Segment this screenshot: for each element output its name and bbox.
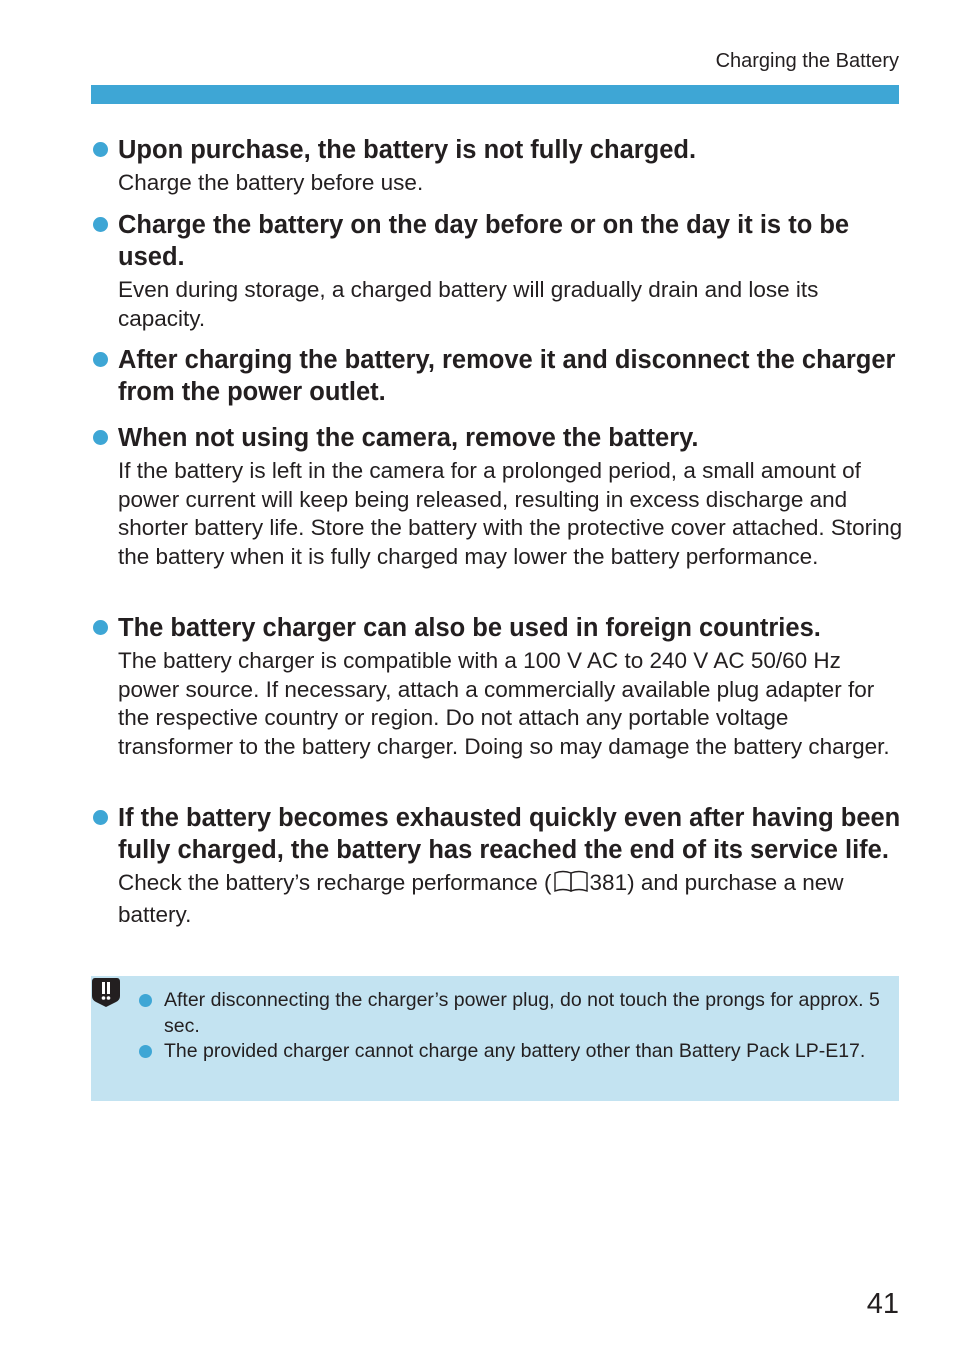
section-purchase [91, 134, 903, 198]
bullet-icon [139, 994, 152, 1007]
section-disconnect [91, 344, 903, 408]
section-body: The battery charger is compatible with a 100 V AC to 240 V AC 50/60 Hz power source. If necessary, attach a commercially available plug adapter for the respective country or region. Do not attach any portable voltage transformer to the battery charger. Doing so may damage the battery charger. [118, 648, 890, 760]
caution-box [91, 976, 899, 1101]
section-heading [91, 422, 903, 454]
section-charge-day [91, 209, 903, 333]
section-heading-text: Upon purchase, the battery is not fully charged. [118, 136, 697, 164]
bullet-icon [93, 430, 108, 445]
caution-item-text: After disconnecting the charger’s power plug, do not touch the prongs for approx. 5 sec. [164, 989, 880, 1037]
section-heading [91, 802, 903, 866]
section-heading-text: When not using the camera, remove the battery. [118, 424, 699, 452]
section-heading-text: After charging the battery, remove it and disconnect the charger from the power outlet. [118, 346, 896, 406]
section-heading [91, 344, 903, 408]
bullet-icon [139, 1045, 152, 1058]
bullet-icon [93, 142, 108, 157]
section-heading-text: Charge the battery on the day before or on the day it is to be used. [118, 211, 850, 271]
page-number: 41 [866, 1288, 899, 1320]
section-body: Even during storage, a charged battery will gradually drain and lose its capacity. [118, 277, 819, 331]
caution-item [139, 1039, 904, 1065]
section-foreign-countries [91, 612, 903, 762]
section-remove-battery [91, 422, 903, 572]
section-heading-text: If the battery becomes exhausted quickly even after having been fully charged, the battery has reached the end of its service life. [118, 804, 901, 864]
section-heading-text: The battery charger can also be used in foreign countries. [118, 614, 821, 642]
bullet-icon [93, 217, 108, 232]
caution-item [139, 988, 904, 1039]
section-body [91, 869, 903, 929]
bullet-icon [93, 620, 108, 635]
bullet-icon [93, 810, 108, 825]
header-bar [91, 85, 899, 104]
caution-item-text: The provided charger cannot charge any battery other than Battery Pack LP-E17. [164, 1040, 866, 1062]
section-heading [91, 612, 903, 644]
body-text-after-ref: ) and purchase a new battery. [118, 870, 844, 927]
book-reference-icon [553, 869, 589, 901]
page-reference-link[interactable]: 381 [589, 870, 628, 895]
section-body: Charge the battery before use. [118, 170, 424, 195]
section-heading [91, 209, 903, 273]
body-text-before-ref: Check the battery’s recharge performance ( [118, 870, 552, 895]
caution-icon [91, 976, 121, 1013]
section-body: If the battery is left in the camera for a prolonged period, a small amount of power current will keep being released, resulting in excess discharge and shorter battery life. Store the battery with the protective cover attached. Storing the battery when it is fully charged may lower the battery performance. [118, 458, 903, 570]
bullet-icon [93, 352, 108, 367]
section-heading [91, 134, 903, 166]
running-header-title: Charging the Battery [715, 50, 899, 72]
section-service-life [91, 802, 903, 929]
